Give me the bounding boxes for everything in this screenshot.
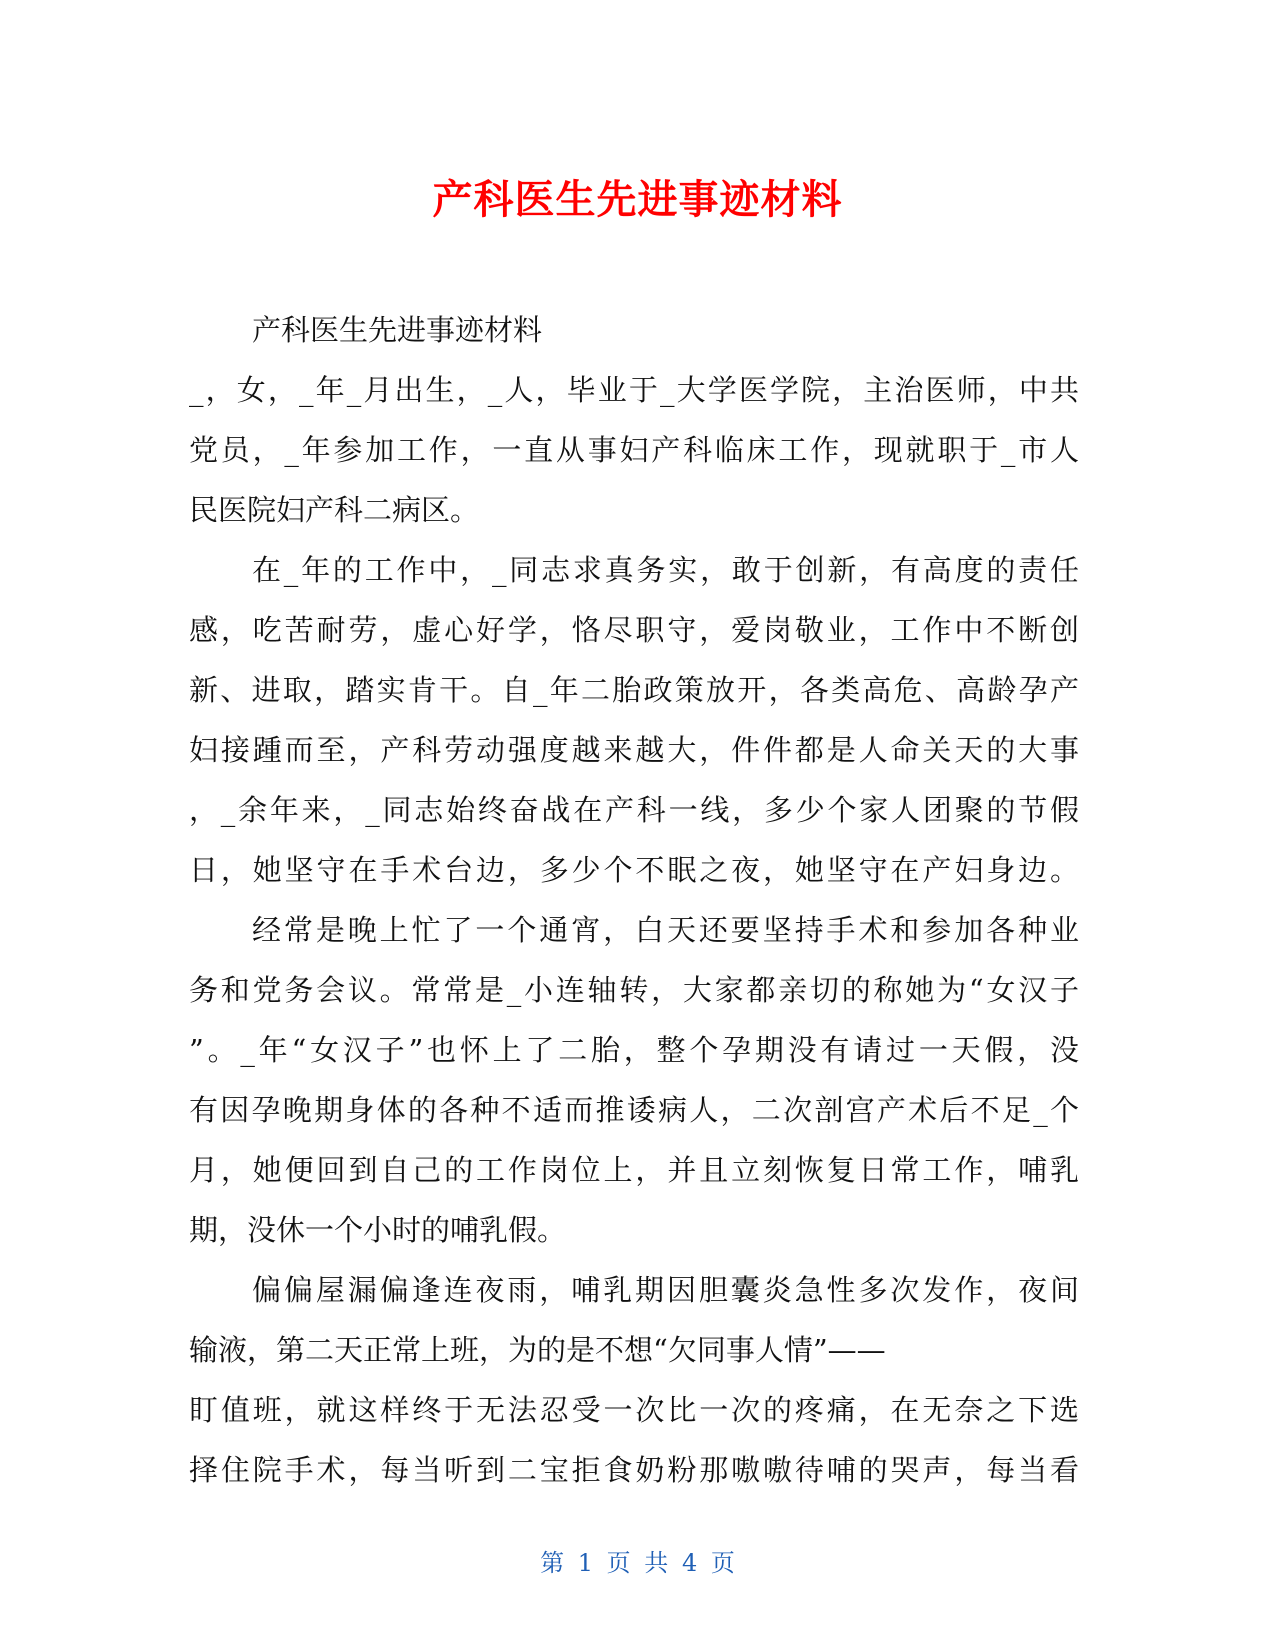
body-line: 务和党务会议。常常是_小连轴转，大家都亲切的称她为“女汉子 (189, 973, 1079, 1007)
document-body (189, 300, 1079, 1500)
body-line: 输液，第二天正常上班，为的是不想“欠同事人情”—— (189, 1333, 886, 1367)
body-line: 民医院妇产科二病区。 (189, 493, 480, 527)
body-line: 妇接踵而至，产科劳动强度越来越大，件件都是人命关天的大事 (189, 733, 1079, 767)
body-line: 日，她坚守在手术台边，多少个不眠之夜，她坚守在产妇身边。 (189, 853, 1079, 887)
body-line: 在_年的工作中，_同志求真务实，敢于创新，有高度的责任 (252, 553, 1079, 587)
body-line: 产科医生先进事迹材料 (252, 313, 543, 347)
body-line: 期，没休一个小时的哺乳假。 (189, 1213, 567, 1247)
body-line: 新、进取，踏实肯干。自_年二胎政策放开，各类高危、高龄孕产 (189, 673, 1079, 707)
body-line: ，_余年来，_同志始终奋战在产科一线，多少个家人团聚的节假 (189, 793, 1079, 827)
body-line: 经常是晚上忙了一个通宵，白天还要坚持手术和参加各种业 (252, 913, 1079, 947)
body-line: 月，她便回到自己的工作岗位上，并且立刻恢复日常工作，哺乳 (189, 1153, 1079, 1187)
body-line: 有因孕晚期身体的各种不适而推诿病人，二次剖宫产术后不足_个 (189, 1093, 1079, 1127)
body-line: _，女，_年_月出生，_人，毕业于_大学医学院，主治医师，中共 (189, 373, 1079, 407)
document-title: 产科医生先进事迹材料 (432, 177, 843, 223)
body-line: 党员，_年参加工作，一直从事妇产科临床工作，现就职于_市人 (189, 433, 1079, 467)
body-line: 盯值班，就这样终于无法忍受一次比一次的疼痛，在无奈之下选 (189, 1393, 1079, 1427)
body-line: 感，吃苦耐劳，虚心好学，恪尽职守，爱岗敬业，工作中不断创 (189, 613, 1079, 647)
body-line: 择住院手术，每当听到二宝拒食奶粉那嗷嗷待哺的哭声，每当看 (189, 1453, 1079, 1487)
body-line: 偏偏屋漏偏逢连夜雨，哺乳期因胆囊炎急性多次发作，夜间 (252, 1273, 1079, 1307)
body-line: ”。_年“女汉子”也怀上了二胎，整个孕期没有请过一天假，没 (189, 1033, 1079, 1067)
page-number-footer: 第 1 页 共 4 页 (540, 1549, 735, 1577)
